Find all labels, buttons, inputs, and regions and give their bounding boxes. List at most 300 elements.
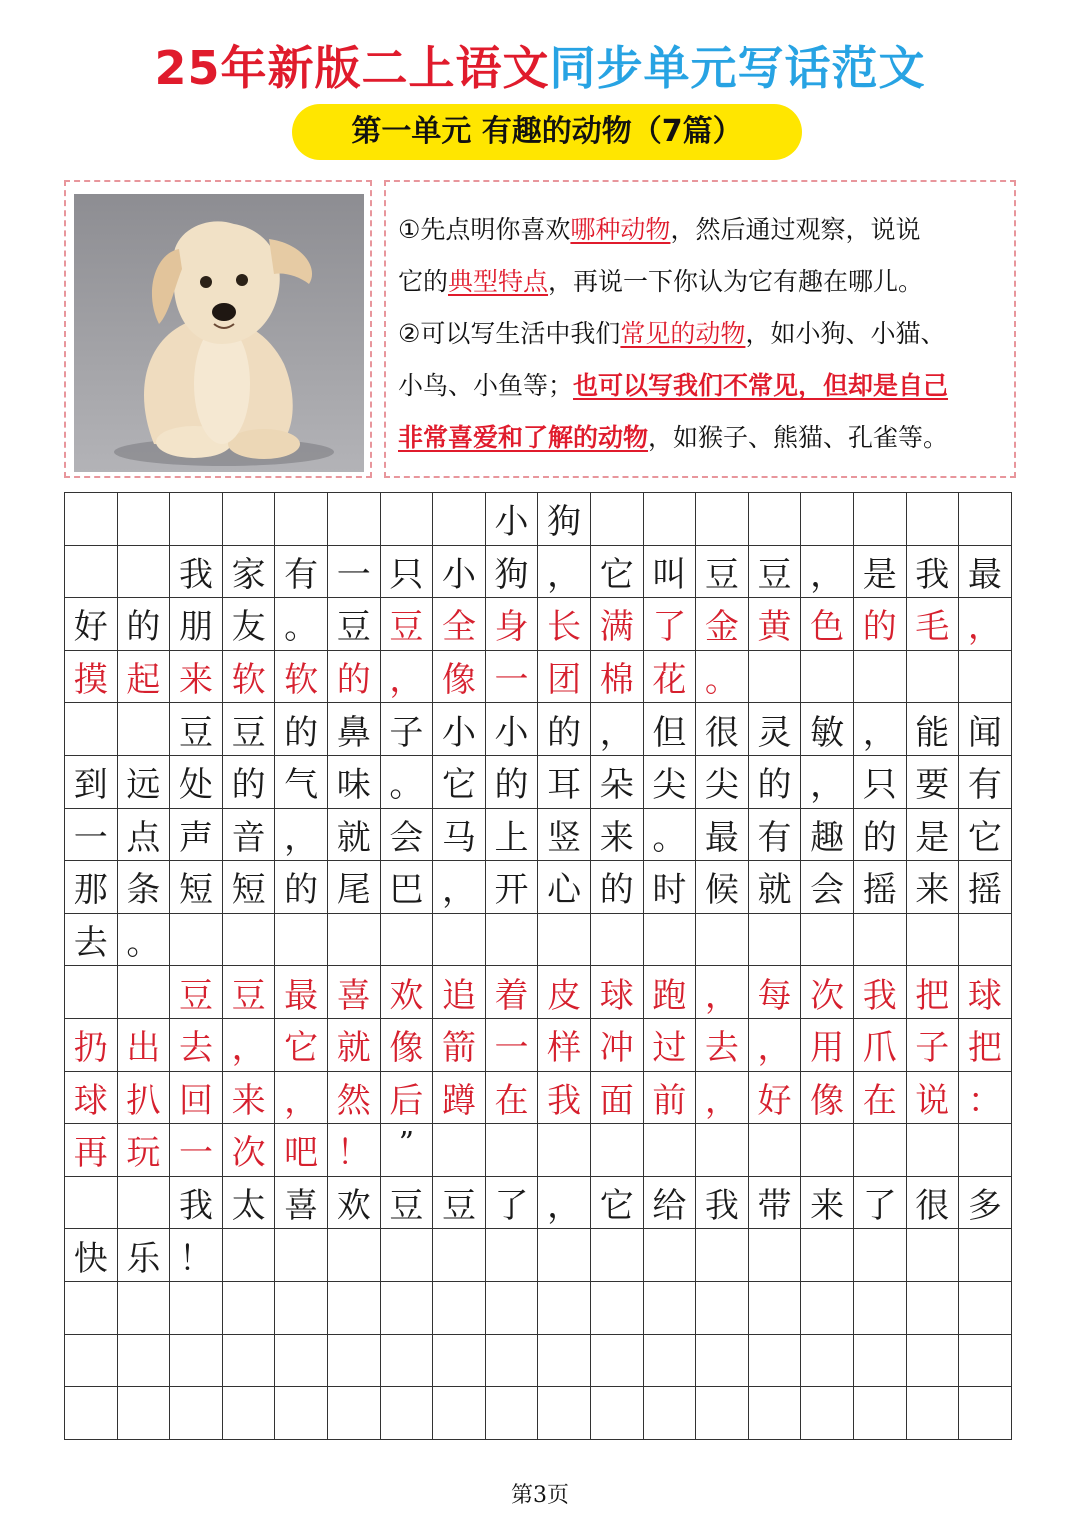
- grid-cell: ，: [591, 703, 644, 756]
- grid-cell: 豆: [328, 598, 381, 651]
- grid-cell: [65, 493, 118, 546]
- grid-cell: 豆: [223, 966, 276, 1019]
- grid-cell: ，: [381, 651, 434, 704]
- grid-cell: [907, 1229, 960, 1282]
- grid-cell: 长: [538, 598, 591, 651]
- grid-cell: 上: [486, 809, 539, 862]
- grid-cell: 样: [538, 1019, 591, 1072]
- grid-cell: [328, 1282, 381, 1335]
- tip-1-a: ①先点明你喜欢: [398, 215, 571, 244]
- grid-cell: 的: [275, 703, 328, 756]
- grid-cell: [749, 1124, 802, 1177]
- grid-cell: 豆: [170, 966, 223, 1019]
- grid-cell: 巴: [381, 861, 434, 914]
- grid-cell: 我: [538, 1072, 591, 1125]
- grid-cell: 球: [65, 1072, 118, 1125]
- grid-cell: [644, 914, 697, 967]
- grid-cell: 灵: [749, 703, 802, 756]
- grid-cell: 去: [170, 1019, 223, 1072]
- grid-cell: [223, 493, 276, 546]
- tip-1-d: 它的: [398, 267, 449, 296]
- grid-cell: [801, 914, 854, 967]
- grid-cell: [118, 1335, 171, 1388]
- grid-cell: 。: [696, 651, 749, 704]
- grid-cell: 面: [591, 1072, 644, 1125]
- grid-cell: [486, 1229, 539, 1282]
- grid-cell: 家: [223, 546, 276, 599]
- grid-cell: 像: [433, 651, 486, 704]
- grid-cell: 鼻: [328, 703, 381, 756]
- grid-cell: [959, 1387, 1012, 1440]
- grid-cell: 是: [907, 809, 960, 862]
- grid-cell: 时: [644, 861, 697, 914]
- grid-cell: [801, 1229, 854, 1282]
- tip-1-highlight-traits: 典型特点: [448, 267, 549, 296]
- grid-cell: [170, 1387, 223, 1440]
- grid-cell: 蹲: [433, 1072, 486, 1125]
- grid-cell: [907, 1387, 960, 1440]
- grid-cell: [328, 1229, 381, 1282]
- grid-cell: [749, 493, 802, 546]
- grid-cell: 像: [801, 1072, 854, 1125]
- grid-cell: [170, 493, 223, 546]
- title-part-blue: 同步单元写话范文: [549, 41, 926, 95]
- grid-cell: 爪: [854, 1019, 907, 1072]
- grid-cell: [801, 1282, 854, 1335]
- grid-cell: [907, 493, 960, 546]
- grid-cell: 我: [854, 966, 907, 1019]
- tip-2-d: 小鸟、小鱼等；: [398, 371, 574, 400]
- grid-cell: 朋: [170, 598, 223, 651]
- grid-cell: [118, 1387, 171, 1440]
- grid-cell: [591, 493, 644, 546]
- grid-cell: 的: [591, 861, 644, 914]
- grid-cell: [696, 1124, 749, 1177]
- grid-cell: [275, 914, 328, 967]
- grid-cell: 箭: [433, 1019, 486, 1072]
- grid-cell: [433, 493, 486, 546]
- grid-cell: 只: [854, 756, 907, 809]
- grid-cell: ，: [696, 966, 749, 1019]
- grid-cell: 它: [959, 809, 1012, 862]
- grid-cell: 味: [328, 756, 381, 809]
- grid-cell: 太: [223, 1177, 276, 1230]
- grid-cell: [591, 1124, 644, 1177]
- grid-cell: [749, 914, 802, 967]
- grid-cell: [907, 1124, 960, 1177]
- tip-2-highlight-common: 常见的动物: [620, 319, 746, 348]
- grid-cell: [65, 546, 118, 599]
- grid-cell: 有: [959, 756, 1012, 809]
- grid-cell: [801, 1387, 854, 1440]
- grid-cell: 趣: [801, 809, 854, 862]
- grid-cell: [749, 651, 802, 704]
- grid-cell: 欢: [381, 966, 434, 1019]
- grid-cell: 最: [696, 809, 749, 862]
- grid-cell: [328, 914, 381, 967]
- grid-cell: [65, 703, 118, 756]
- grid-cell: 像: [381, 1019, 434, 1072]
- grid-cell: 摇: [854, 861, 907, 914]
- grid-cell: 球: [959, 966, 1012, 1019]
- grid-cell: [275, 1335, 328, 1388]
- writing-tips: [384, 180, 1016, 478]
- grid-cell: 多: [959, 1177, 1012, 1230]
- grid-cell: 声: [170, 809, 223, 862]
- grid-cell: [696, 1335, 749, 1388]
- grid-cell: [907, 914, 960, 967]
- grid-cell: 子: [907, 1019, 960, 1072]
- grid-cell: [749, 1229, 802, 1282]
- grid-cell: 我: [170, 546, 223, 599]
- grid-cell: 有: [749, 809, 802, 862]
- grid-cell: ”: [381, 1124, 434, 1177]
- tip-1-highlight-animal: 哪种动物: [570, 215, 671, 244]
- grid-cell: ，: [275, 1072, 328, 1125]
- grid-cell: 叫: [644, 546, 697, 599]
- grid-cell: [381, 1335, 434, 1388]
- grid-cell: 吧: [275, 1124, 328, 1177]
- grid-cell: 团: [538, 651, 591, 704]
- grid-cell: [538, 1124, 591, 1177]
- grid-cell: 快: [65, 1229, 118, 1282]
- grid-cell: 着: [486, 966, 539, 1019]
- grid-cell: [959, 651, 1012, 704]
- grid-cell: ！: [170, 1229, 223, 1282]
- grid-cell: ，: [959, 598, 1012, 651]
- grid-cell: [275, 1229, 328, 1282]
- grid-cell: 扒: [118, 1072, 171, 1125]
- grid-cell: 然: [328, 1072, 381, 1125]
- grid-cell: 过: [644, 1019, 697, 1072]
- grid-cell: [591, 1335, 644, 1388]
- grid-cell: 要: [907, 756, 960, 809]
- grid-cell: 。: [644, 809, 697, 862]
- grid-cell: 我: [170, 1177, 223, 1230]
- grid-cell: [854, 1229, 907, 1282]
- grid-cell: 跑: [644, 966, 697, 1019]
- grid-cell: 只: [381, 546, 434, 599]
- grid-cell: 小: [486, 493, 539, 546]
- grid-cell: 小: [486, 703, 539, 756]
- grid-cell: [644, 1387, 697, 1440]
- grid-cell: [801, 493, 854, 546]
- grid-cell: [381, 1282, 434, 1335]
- grid-cell: 说: [907, 1072, 960, 1125]
- grid-cell: 来: [223, 1072, 276, 1125]
- grid-cell: [801, 1335, 854, 1388]
- grid-cell: 一: [65, 809, 118, 862]
- grid-cell: [486, 914, 539, 967]
- grid-cell: 最: [959, 546, 1012, 599]
- grid-cell: 的: [854, 809, 907, 862]
- grid-cell: 软: [223, 651, 276, 704]
- grid-cell: ，: [223, 1019, 276, 1072]
- grid-cell: 了: [486, 1177, 539, 1230]
- grid-cell: [959, 1335, 1012, 1388]
- grid-cell: 玩: [118, 1124, 171, 1177]
- grid-cell: 就: [328, 809, 381, 862]
- grid-cell: 金: [696, 598, 749, 651]
- grid-cell: 我: [907, 546, 960, 599]
- grid-cell: 。: [118, 914, 171, 967]
- grid-cell: [854, 493, 907, 546]
- grid-cell: [854, 1282, 907, 1335]
- grid-cell: [223, 1282, 276, 1335]
- grid-cell: [275, 1387, 328, 1440]
- grid-cell: 会: [801, 861, 854, 914]
- grid-cell: 就: [328, 1019, 381, 1072]
- grid-cell: [118, 966, 171, 1019]
- grid-cell: 好: [65, 598, 118, 651]
- grid-cell: 它: [275, 1019, 328, 1072]
- grid-cell: ：: [959, 1072, 1012, 1125]
- tip-2: [398, 308, 1004, 464]
- grid-cell: 是: [854, 546, 907, 599]
- grid-cell: [907, 1335, 960, 1388]
- title-part-red: 25年新版二上语文: [154, 41, 550, 95]
- grid-cell: [65, 1387, 118, 1440]
- grid-cell: [118, 546, 171, 599]
- grid-cell: [644, 1282, 697, 1335]
- grid-cell: 狗: [538, 493, 591, 546]
- grid-cell: 的: [749, 756, 802, 809]
- grid-cell: 音: [223, 809, 276, 862]
- grid-cell: [223, 1229, 276, 1282]
- grid-cell: 有: [275, 546, 328, 599]
- grid-cell: [644, 1335, 697, 1388]
- grid-cell: 起: [118, 651, 171, 704]
- grid-cell: 花: [644, 651, 697, 704]
- grid-cell: 用: [801, 1019, 854, 1072]
- grid-cell: 在: [854, 1072, 907, 1125]
- grid-cell: [170, 914, 223, 967]
- grid-cell: [538, 1387, 591, 1440]
- grid-cell: [591, 1229, 644, 1282]
- grid-cell: [433, 1335, 486, 1388]
- grid-cell: [854, 1387, 907, 1440]
- grid-cell: 那: [65, 861, 118, 914]
- grid-cell: [381, 914, 434, 967]
- grid-cell: [223, 1387, 276, 1440]
- grid-cell: 我: [696, 1177, 749, 1230]
- grid-cell: 马: [433, 809, 486, 862]
- grid-cell: [801, 651, 854, 704]
- grid-cell: 球: [591, 966, 644, 1019]
- essay-grid: [64, 492, 1012, 1440]
- grid-cell: 回: [170, 1072, 223, 1125]
- grid-cell: 每: [749, 966, 802, 1019]
- grid-cell: 尖: [696, 756, 749, 809]
- page-title: [0, 38, 1080, 98]
- grid-cell: 能: [907, 703, 960, 756]
- grid-cell: 耳: [538, 756, 591, 809]
- tip-2-c: ，如小狗、小猫、: [745, 319, 946, 348]
- grid-cell: 扔: [65, 1019, 118, 1072]
- grid-cell: 全: [433, 598, 486, 651]
- grid-cell: [959, 1124, 1012, 1177]
- grid-cell: 次: [223, 1124, 276, 1177]
- grid-cell: [65, 1177, 118, 1230]
- grid-cell: 毛: [907, 598, 960, 651]
- grid-cell: [854, 651, 907, 704]
- grid-cell: 色: [801, 598, 854, 651]
- grid-cell: 再: [65, 1124, 118, 1177]
- grid-cell: ，: [433, 861, 486, 914]
- grid-cell: 但: [644, 703, 697, 756]
- grid-cell: [328, 493, 381, 546]
- grid-cell: 豆: [696, 546, 749, 599]
- grid-cell: [644, 1229, 697, 1282]
- essay-grid-paper: [64, 492, 1012, 1440]
- grid-cell: [118, 1177, 171, 1230]
- grid-cell: ，: [801, 546, 854, 599]
- grid-cell: ，: [854, 703, 907, 756]
- photo-frame: [64, 180, 372, 478]
- grid-cell: 敏: [801, 703, 854, 756]
- grid-cell: [644, 493, 697, 546]
- grid-cell: [696, 914, 749, 967]
- grid-cell: [959, 493, 1012, 546]
- grid-cell: [486, 1335, 539, 1388]
- grid-cell: 冲: [591, 1019, 644, 1072]
- grid-cell: 的: [328, 651, 381, 704]
- grid-cell: 尾: [328, 861, 381, 914]
- grid-cell: [381, 1387, 434, 1440]
- grid-cell: 出: [118, 1019, 171, 1072]
- grid-cell: 豆: [433, 1177, 486, 1230]
- grid-cell: ，: [801, 756, 854, 809]
- grid-cell: 点: [118, 809, 171, 862]
- grid-cell: 了: [644, 598, 697, 651]
- grid-cell: [328, 1335, 381, 1388]
- grid-cell: [801, 1124, 854, 1177]
- grid-cell: 乐: [118, 1229, 171, 1282]
- grid-cell: 它: [591, 546, 644, 599]
- grid-cell: [749, 1387, 802, 1440]
- unit-subtitle: [292, 104, 802, 160]
- grid-cell: 豆: [170, 703, 223, 756]
- grid-cell: [433, 1229, 486, 1282]
- grid-cell: [959, 914, 1012, 967]
- grid-cell: 。: [381, 756, 434, 809]
- grid-cell: [381, 493, 434, 546]
- grid-cell: 小: [433, 546, 486, 599]
- grid-cell: 的: [854, 598, 907, 651]
- grid-cell: [486, 1124, 539, 1177]
- tip-2-highlight-beloved: 非常喜爱和了解的动物: [398, 423, 649, 452]
- grid-cell: [538, 1282, 591, 1335]
- grid-cell: ，: [749, 1019, 802, 1072]
- grid-cell: 很: [696, 703, 749, 756]
- grid-cell: 后: [381, 1072, 434, 1125]
- tip-1: [398, 204, 1004, 308]
- grid-cell: [538, 1335, 591, 1388]
- unit-subtitle-text: 第一单元 有趣的动物（7篇）: [351, 114, 743, 149]
- grid-cell: 气: [275, 756, 328, 809]
- grid-cell: 候: [696, 861, 749, 914]
- grid-cell: [65, 1335, 118, 1388]
- grid-cell: [118, 703, 171, 756]
- grid-cell: [275, 1282, 328, 1335]
- grid-cell: [696, 493, 749, 546]
- grid-cell: 喜: [328, 966, 381, 1019]
- grid-cell: [486, 1282, 539, 1335]
- grid-cell: 摸: [65, 651, 118, 704]
- grid-cell: 开: [486, 861, 539, 914]
- grid-cell: 欢: [328, 1177, 381, 1230]
- grid-cell: 一: [328, 546, 381, 599]
- grid-cell: 在: [486, 1072, 539, 1125]
- grid-cell: [433, 1124, 486, 1177]
- grid-cell: 小: [433, 703, 486, 756]
- grid-cell: 好: [749, 1072, 802, 1125]
- grid-cell: [749, 1282, 802, 1335]
- grid-cell: ！: [328, 1124, 381, 1177]
- grid-cell: 次: [801, 966, 854, 1019]
- grid-cell: 满: [591, 598, 644, 651]
- tip-2-highlight-uncommon: 也可以写我们不常见，但却是自己: [573, 371, 949, 400]
- grid-cell: [433, 1282, 486, 1335]
- grid-cell: 狗: [486, 546, 539, 599]
- grid-cell: 喜: [275, 1177, 328, 1230]
- grid-cell: 去: [696, 1019, 749, 1072]
- grid-cell: 带: [749, 1177, 802, 1230]
- grid-cell: [591, 914, 644, 967]
- grid-cell: 短: [170, 861, 223, 914]
- page-number: 第3页: [511, 1483, 569, 1508]
- tip-2-g: ，如猴子、熊猫、孔雀等。: [648, 423, 949, 452]
- grid-cell: 软: [275, 651, 328, 704]
- grid-cell: [65, 1282, 118, 1335]
- grid-cell: [644, 1124, 697, 1177]
- grid-cell: [170, 1335, 223, 1388]
- grid-cell: [959, 1229, 1012, 1282]
- grid-cell: 黄: [749, 598, 802, 651]
- grid-cell: ，: [275, 809, 328, 862]
- grid-cell: 的: [275, 861, 328, 914]
- grid-cell: 会: [381, 809, 434, 862]
- grid-cell: 闻: [959, 703, 1012, 756]
- grid-cell: [591, 1282, 644, 1335]
- grid-cell: 很: [907, 1177, 960, 1230]
- grid-cell: 来: [170, 651, 223, 704]
- grid-cell: [696, 1229, 749, 1282]
- grid-cell: [854, 1124, 907, 1177]
- grid-cell: 把: [959, 1019, 1012, 1072]
- grid-cell: [65, 966, 118, 1019]
- grid-cell: 短: [223, 861, 276, 914]
- grid-cell: 它: [591, 1177, 644, 1230]
- grid-cell: 把: [907, 966, 960, 1019]
- grid-cell: 条: [118, 861, 171, 914]
- grid-cell: 的: [486, 756, 539, 809]
- grid-cell: 豆: [381, 1177, 434, 1230]
- grid-cell: [381, 1229, 434, 1282]
- grid-cell: [223, 1335, 276, 1388]
- grid-cell: 豆: [381, 598, 434, 651]
- puppy-photo: [74, 194, 364, 472]
- grid-cell: [433, 914, 486, 967]
- grid-cell: 棉: [591, 651, 644, 704]
- tip-1-c: ，然后通过观察，说说: [670, 215, 921, 244]
- grid-cell: 它: [433, 756, 486, 809]
- grid-cell: ，: [538, 546, 591, 599]
- grid-cell: [749, 1335, 802, 1388]
- grid-cell: 的: [538, 703, 591, 756]
- grid-cell: 一: [486, 1019, 539, 1072]
- grid-cell: [959, 1282, 1012, 1335]
